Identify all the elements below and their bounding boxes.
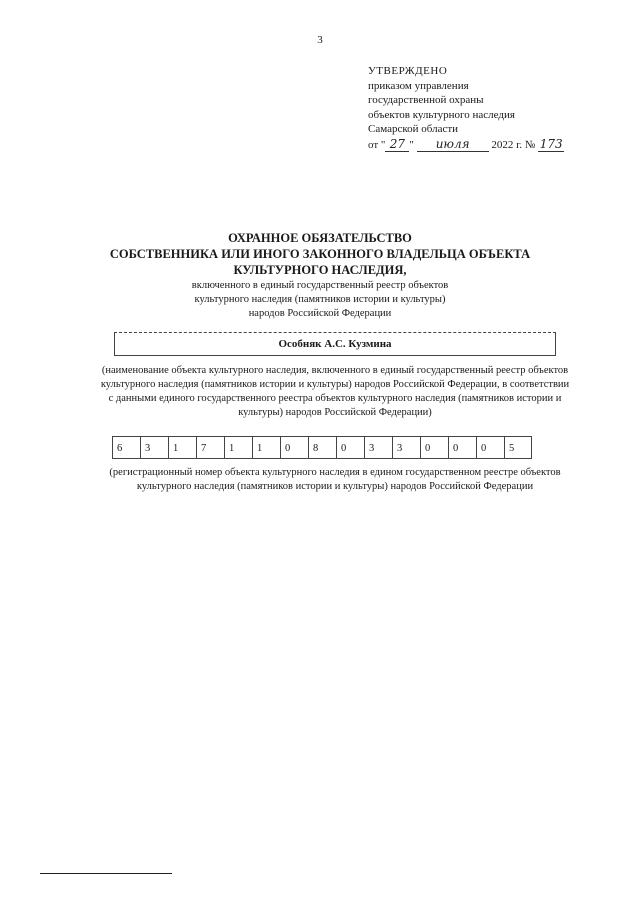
handwritten-order-number: 173 (539, 136, 563, 151)
registration-digit-cell: 1 (168, 436, 196, 459)
registration-digit-cell: 0 (420, 436, 448, 459)
registration-digit-cell: 1 (224, 436, 252, 459)
registration-number-row (112, 436, 532, 459)
registration-digit-cell: 3 (392, 436, 420, 459)
registration-digit-cell: 0 (280, 436, 308, 459)
date-year: 2022 г. № (491, 138, 536, 151)
handwritten-month: июля (417, 137, 489, 153)
registration-digit-cell: 0 (336, 436, 364, 459)
registration-digit-cell: 0 (476, 436, 504, 459)
approval-line: приказом управления (368, 79, 469, 92)
registration-digit-cell: 3 (364, 436, 392, 459)
handwritten-day: 27 (385, 137, 409, 153)
registration-digit-cell: 7 (196, 436, 224, 459)
document-title (0, 230, 640, 278)
approval-block (368, 64, 608, 152)
object-name-caption: (наименование объекта культурного наследия, включенного в единый государственный реестр объектов культурного наследия (памятников истории и культуры) народов Российской Федерации, в соответствии с данными единого государственного реестра объектов культурного наследия (памятников истории и культуры) народов Российской Федерации) (100, 365, 570, 418)
title-line: СОБСТВЕННИКА ИЛИ ИНОГО ЗАКОННОГО ВЛАДЕЛЬЦА ОБЪЕКТА (109, 247, 531, 261)
approval-line: Самарской области (368, 123, 459, 135)
registration-number-caption: (регистрационный номер объекта культурного наследия в едином государственном реестре объектов культурного наследия (памятников истории и культуры) народов Российской Федерации (109, 467, 561, 492)
title-line: ОХРАННОЕ ОБЯЗАТЕЛЬСТВО (228, 231, 412, 245)
registration-digit-cell: 6 (112, 436, 140, 459)
footnote-separator (40, 873, 172, 874)
object-name-box: Особняк А.С. Кузмина (114, 332, 556, 356)
title-line: КУЛЬТУРНОГО НАСЛЕДИЯ, (233, 263, 407, 277)
registration-digit-cell: 0 (448, 436, 476, 459)
page-number: 3 (317, 34, 323, 46)
registration-digit-cell: 5 (504, 436, 532, 459)
registration-digit-cell: 8 (308, 436, 336, 459)
approval-date-line: от " 27 " июля 2022 г. № 173 (368, 136, 563, 151)
subtitle-line: культурного наследия (памятников истории и культуры) (194, 294, 446, 305)
registration-digit-cell: 3 (140, 436, 168, 459)
approval-line: государственной охраны (368, 94, 484, 106)
subtitle-line: включенного в единый государственный реестр объектов (191, 280, 449, 291)
document-subtitle (0, 279, 640, 321)
approval-heading: УТВЕРЖДЕНО (368, 65, 448, 77)
subtitle-line: народов Российской Федерации (248, 308, 392, 319)
registration-digit-cell: 1 (252, 436, 280, 459)
date-prefix: от " (368, 138, 386, 151)
approval-line: объектов культурного наследия (368, 108, 515, 121)
